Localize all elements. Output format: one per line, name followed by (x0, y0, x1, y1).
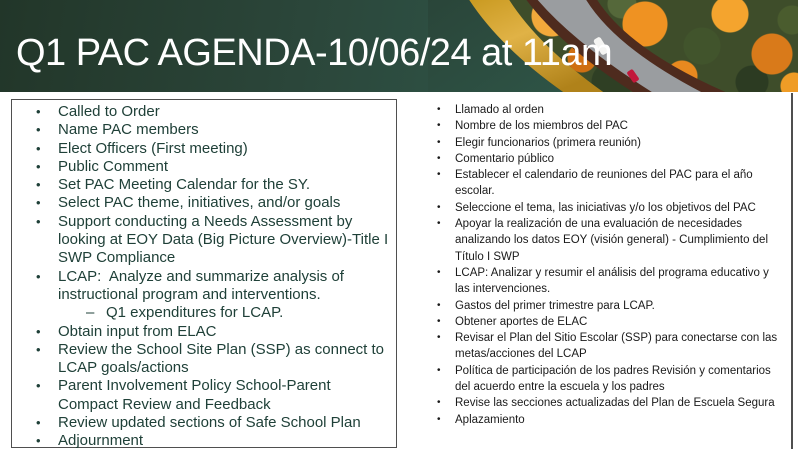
bullet-icon: • (437, 315, 441, 327)
list-item (36, 268, 392, 305)
list-item-text: LCAP: Analyze and summarize analysis of instructional program and interventions. (58, 267, 349, 303)
slide-title: Q1 PAC AGENDA-10/06/24 at 11am (16, 32, 613, 74)
bullet-icon: • (437, 120, 441, 132)
bullet-icon: • (36, 177, 41, 193)
list-item (426, 118, 782, 134)
list-item (36, 432, 392, 450)
sub-list-item (36, 304, 392, 322)
list-item (426, 298, 782, 314)
right-column-border (791, 93, 793, 449)
list-item (36, 323, 392, 341)
list-item-text: Revise las secciones actualizadas del Plan de Escuela Segura (455, 397, 775, 410)
list-item-text: Obtener aportes de ELAC (455, 315, 588, 328)
agenda-box-english (11, 99, 397, 448)
list-item-text: LCAP: Analizar y resumir el análisis del programa educativo y las intervenciones. (455, 266, 773, 296)
list-item-text: Public Comment (58, 157, 169, 175)
list-item-text: Seleccione el tema, las iniciativas y/o los objetivos del PAC (455, 201, 756, 214)
list-item-text: Set PAC Meeting Calendar for the SY. (58, 176, 311, 194)
list-item (426, 330, 782, 363)
list-item (36, 194, 392, 212)
bullet-icon: • (36, 158, 41, 174)
bullet-icon: • (36, 195, 41, 211)
list-item (36, 176, 392, 194)
list-item (36, 121, 392, 139)
bullet-icon: • (437, 169, 441, 181)
list-item (36, 377, 392, 414)
list-item-text: Support conducting a Needs Assessment by looking at EOY Data (Big Picture Overview)-Title I SWP Compliance (58, 212, 393, 267)
list-item (36, 158, 392, 176)
list-item-text: Elegir funcionarios (primera reunión) (455, 136, 641, 149)
bullet-icon: • (36, 104, 41, 119)
bullet-icon: • (36, 268, 41, 284)
bullet-icon: • (437, 266, 441, 278)
bullet-icon: • (36, 323, 41, 339)
bullet-icon: • (437, 397, 441, 409)
bullet-icon: • (437, 364, 441, 376)
bullet-icon: • (36, 378, 41, 394)
agenda-list-en (36, 103, 392, 451)
list-item (426, 216, 782, 265)
bullet-icon: • (36, 415, 41, 431)
list-item (426, 395, 782, 411)
list-item-text: Establecer el calendario de reuniones del PAC para el año escolar. (455, 169, 756, 198)
list-item-text: Review the School Site Plan (SSP) as connect to LCAP goals/actions (58, 340, 389, 377)
list-item-text: Revisar el Plan del Sitio Escolar (SSP) para conectarse con las metas/acciones del LCAP (455, 332, 781, 361)
list-item-text: Llamado al orden (455, 104, 544, 116)
list-item (426, 363, 782, 396)
sub-list-item-text: Q1 expenditures for LCAP. (106, 304, 284, 322)
list-item (36, 140, 392, 158)
list-item-text: Obtain input from ELAC (58, 322, 217, 340)
bullet-icon: • (36, 122, 41, 138)
list-item (426, 265, 782, 298)
dash-bullet-icon: – (86, 304, 95, 322)
list-item (426, 314, 782, 330)
list-item (426, 102, 782, 118)
bullet-icon: • (437, 218, 441, 230)
bullet-icon: • (437, 299, 441, 311)
list-item (36, 103, 392, 121)
list-item (426, 135, 782, 151)
bullet-icon: • (36, 433, 41, 449)
bullet-icon: • (437, 152, 441, 164)
title-banner (0, 0, 798, 92)
list-item-text: Gastos del primer trimestre para LCAP. (455, 299, 655, 312)
bullet-icon: • (437, 413, 441, 425)
list-item-text: Adjournment (58, 432, 144, 450)
agenda-column-spanish (426, 102, 782, 428)
list-item-text: Parent Involvement Policy School-Parent Compact Review and Feedback (58, 377, 335, 413)
list-item-text: Name PAC members (58, 121, 199, 139)
bullet-icon: • (36, 213, 41, 229)
agenda-list-es (426, 102, 782, 428)
bullet-icon: • (437, 332, 441, 344)
list-item-text: Elect Officers (First meeting) (58, 139, 248, 157)
list-item (36, 414, 392, 432)
list-item (426, 200, 782, 216)
bullet-icon: • (437, 201, 441, 213)
bullet-icon: • (36, 140, 41, 156)
list-item (426, 151, 782, 167)
bullet-icon: • (36, 341, 41, 357)
bullet-icon: • (437, 136, 441, 148)
list-item-text: Aplazamiento (455, 413, 525, 426)
list-item-text: Comentario público (455, 152, 555, 165)
list-item-text: Called to Order (58, 103, 160, 120)
list-item (426, 412, 782, 428)
list-item-text: Apoyar la realización de una evaluación de necesidades analizando los datos EOY (visión general) - Cumplimiento del Título I SWP (455, 218, 772, 263)
list-item-text: Política de participación de los padres Revisión y comentarios del acuerdo entre la escuela y los padres (455, 364, 774, 394)
list-item (36, 341, 392, 378)
list-item-text: Nombre de los miembros del PAC (455, 120, 628, 133)
list-item (426, 167, 782, 200)
bullet-icon: • (437, 104, 441, 115)
list-item-text: Select PAC theme, initiatives, and/or goals (58, 194, 341, 212)
list-item-text: Review updated sections of Safe School Plan (58, 414, 361, 432)
list-item (36, 213, 392, 268)
